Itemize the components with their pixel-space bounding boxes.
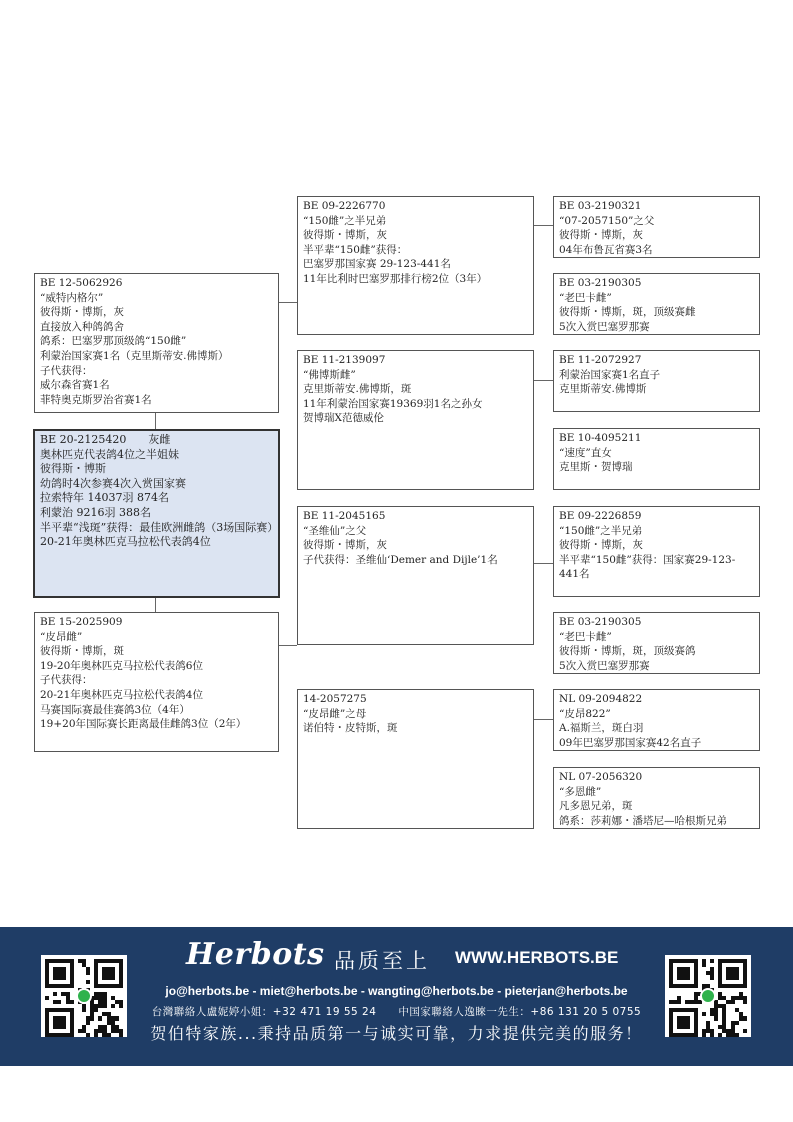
- pedigree-line: “佛博斯雌”: [303, 368, 356, 381]
- pedigree-line: 彼得斯・博斯，灰: [303, 229, 387, 242]
- wechat-qr-code-icon: [665, 955, 751, 1037]
- pedigree-line: 彼得斯・博斯: [40, 462, 106, 476]
- pedigree-line: 半平辈“150雌”获得：: [303, 243, 408, 256]
- pedigree-line: BE 20-2125420 灰雌: [40, 433, 171, 446]
- pedigree-line: 5次入赏巴塞罗那赛: [559, 659, 650, 672]
- pedigree-line: 贺博瑞X范德威伦: [303, 412, 384, 425]
- pedigree-line: 克里斯蒂安.佛博斯，斑: [303, 383, 412, 396]
- pedigree-line: NL 09-2094822: [559, 693, 643, 705]
- pedigree-line: 子代获得：: [40, 674, 93, 687]
- pedigree-line: “圣维仙”之父: [303, 524, 367, 537]
- pedigree-box-dam-dam: [297, 689, 534, 829]
- pedigree-box-dsd: [553, 612, 760, 674]
- pedigree-line: 彼得斯・博斯，斑，顶级赛鸽: [559, 645, 696, 658]
- pedigree-box-sds: [553, 350, 760, 412]
- pedigree-line: “皮昂雌”: [40, 630, 83, 643]
- pedigree-line: BE 11-2139097: [303, 354, 386, 366]
- pedigree-line: “老巴卡雌”: [559, 630, 612, 643]
- pedigree-line: “皮昂雌”之母: [303, 707, 367, 720]
- website-link[interactable]: WWW.HERBOTS.BE: [455, 948, 619, 967]
- pedigree-line: 凡多恩兄弟，斑: [559, 800, 633, 813]
- pedigree-line: BE 09-2226770: [303, 200, 386, 212]
- connector-line: [533, 719, 553, 720]
- pedigree-line: 11年比利时巴塞罗那排行榜2位（3年）: [303, 272, 488, 285]
- pedigree-line: A.福斯兰，斑白羽: [559, 722, 644, 735]
- pedigree-line: 巴塞罗那国家赛 29-123-441名: [303, 258, 451, 271]
- connector-line: [533, 563, 553, 564]
- pedigree-line: 利蒙治 9216羽 388名: [40, 505, 151, 519]
- pedigree-line: BE 15-2025909: [40, 616, 123, 628]
- pedigree-line: 04年布鲁瓦省赛3名: [559, 243, 653, 256]
- pedigree-line: 19+20年国际赛长距离最佳雌鸽3位（2年）: [40, 718, 247, 731]
- pedigree-line: 鸽系：莎莉娜・潘塔尼—哈根斯兄弟: [559, 814, 727, 827]
- pedigree-line: “老巴卡雌”: [559, 291, 612, 304]
- pedigree-line: 菲特奥克斯罗治省赛1名: [40, 393, 152, 406]
- pedigree-line: 20-21年奥林匹克马拉松代表鸽4位: [40, 688, 203, 701]
- pedigree-line: 直接放入种鸽鸽舍: [40, 320, 124, 333]
- pedigree-line: 克里斯・贺博瑞: [559, 461, 633, 474]
- footer-band: [0, 927, 793, 1066]
- connector-line: [533, 380, 553, 381]
- pedigree-box-sire-dam: [297, 350, 534, 490]
- pedigree-line: 奥林匹克代表鸽4位之半姐妹: [40, 447, 179, 461]
- connector-line: [278, 645, 297, 646]
- pedigree-line: 彼得斯・博斯，斑，顶级赛雌: [559, 306, 696, 319]
- pedigree-line: BE 11-2072927: [559, 354, 642, 366]
- pedigree-box-dss: [553, 506, 760, 597]
- pedigree-line: 诺伯特・皮特斯，斑: [303, 722, 398, 735]
- pedigree-line: BE 03-2190305: [559, 616, 642, 628]
- brand-logo: Herbots: [186, 937, 325, 972]
- pedigree-line: 拉索特年 14037羽 874名: [40, 491, 169, 505]
- pedigree-line: 20-21年奥林匹克马拉松代表鸽4位: [40, 535, 211, 549]
- connector-line: [155, 413, 156, 430]
- pedigree-line: “07-2057150”之父: [559, 214, 655, 227]
- pedigree-line: “150雌”之半兄弟: [303, 214, 387, 227]
- pedigree-box-dam: [34, 612, 279, 752]
- pedigree-line: 子代获得：: [40, 364, 93, 377]
- connector-line: [155, 597, 156, 612]
- pedigree-line: “皮昂822”: [559, 707, 611, 720]
- pedigree-line: 威尔森省赛1名: [40, 379, 110, 392]
- pedigree-line: 19-20年奥林匹克马拉松代表鸽6位: [40, 659, 203, 672]
- pedigree-line: “150雌”之半兄弟: [559, 524, 643, 537]
- pedigree-line: 利蒙治国家赛1名（克里斯蒂安.佛博斯）: [40, 349, 229, 362]
- pedigree-line: “威特内格尔”: [40, 291, 104, 304]
- pedigree-line: “速度”直女: [559, 446, 612, 459]
- pedigree-line: 彼得斯・博斯，灰: [559, 539, 643, 552]
- pedigree-box-sire-sire: [297, 196, 534, 335]
- pedigree-line: BE 11-2045165: [303, 510, 386, 522]
- pedigree-line: 半平辈“150雌”获得：国家赛29-123-441名: [559, 553, 736, 581]
- pedigree-box-dds: [553, 689, 760, 751]
- pedigree-box-sdd: [553, 428, 760, 490]
- pedigree-line: 11年利蒙治国家赛19369羽1名之孙女: [303, 397, 483, 410]
- pedigree-line: 利蒙治国家赛1名直子: [559, 368, 661, 381]
- connector-line: [533, 225, 553, 226]
- brand-tagline: 品质至上: [334, 949, 430, 973]
- pedigree-line: BE 10-4095211: [559, 432, 642, 444]
- pedigree-line: NL 07-2056320: [559, 771, 643, 783]
- pedigree-line: 14-2057275: [303, 693, 367, 705]
- pedigree-box-sss: [553, 196, 760, 258]
- pedigree-line: 彼得斯・博斯，灰: [303, 539, 387, 552]
- pedigree-line: 半平辈“浅斑”获得：最佳欧洲雌鸽（3场国际赛）: [40, 520, 279, 534]
- pedigree-line: 克里斯蒂安.佛博斯: [559, 383, 647, 396]
- pedigree-box-sire: [34, 273, 279, 413]
- pedigree-line: 彼得斯・博斯，斑: [40, 645, 124, 658]
- pedigree-line: BE 12-5062926: [40, 277, 123, 289]
- pedigree-box-ssd: [553, 273, 760, 335]
- pedigree-box-ddd: [553, 767, 760, 829]
- pedigree-line: 鸽系：巴塞罗那顶级鸽“150雌”: [40, 335, 187, 348]
- pedigree-line: “多恩雌”: [559, 785, 602, 798]
- connector-line: [278, 302, 297, 303]
- pedigree-line: 5次入赏巴塞罗那赛: [559, 320, 650, 333]
- pedigree-line: 子代获得：圣维仙‘Demer and Dijle’1名: [303, 553, 498, 566]
- pedigree-line: 彼得斯・博斯，灰: [40, 306, 124, 319]
- wechat-badge-icon: [700, 988, 716, 1004]
- contact-phones: 台灣聯絡人盧妮婷小姐：+32 471 19 55 24 中国家聯絡人逸睞一先生：+86 131 20 5 0755: [151, 1006, 642, 1018]
- pedigree-box-subject: [33, 429, 280, 598]
- footer-slogan: 贺伯特家族...秉持品质第一与诚实可靠，力求提供完美的服务！: [150, 1024, 643, 1043]
- pedigree-box-dam-sire: [297, 506, 534, 645]
- pedigree-line: 幼鸽时4次参赛4次入赏国家赛: [40, 476, 186, 490]
- pedigree-line: BE 03-2190321: [559, 200, 642, 212]
- pedigree-line: 马赛国际赛最佳赛鸽3位（4年）: [40, 703, 190, 716]
- pedigree-line: BE 09-2226859: [559, 510, 642, 522]
- pedigree-line: BE 03-2190305: [559, 277, 642, 289]
- pedigree-line: 彼得斯・博斯，灰: [559, 229, 643, 242]
- pedigree-line: 09年巴塞罗那国家赛42名直子: [559, 736, 702, 749]
- contact-emails[interactable]: jo@herbots.be - miet@herbots.be - wangting@herbots.be - pieterjan@herbots.be: [165, 984, 628, 998]
